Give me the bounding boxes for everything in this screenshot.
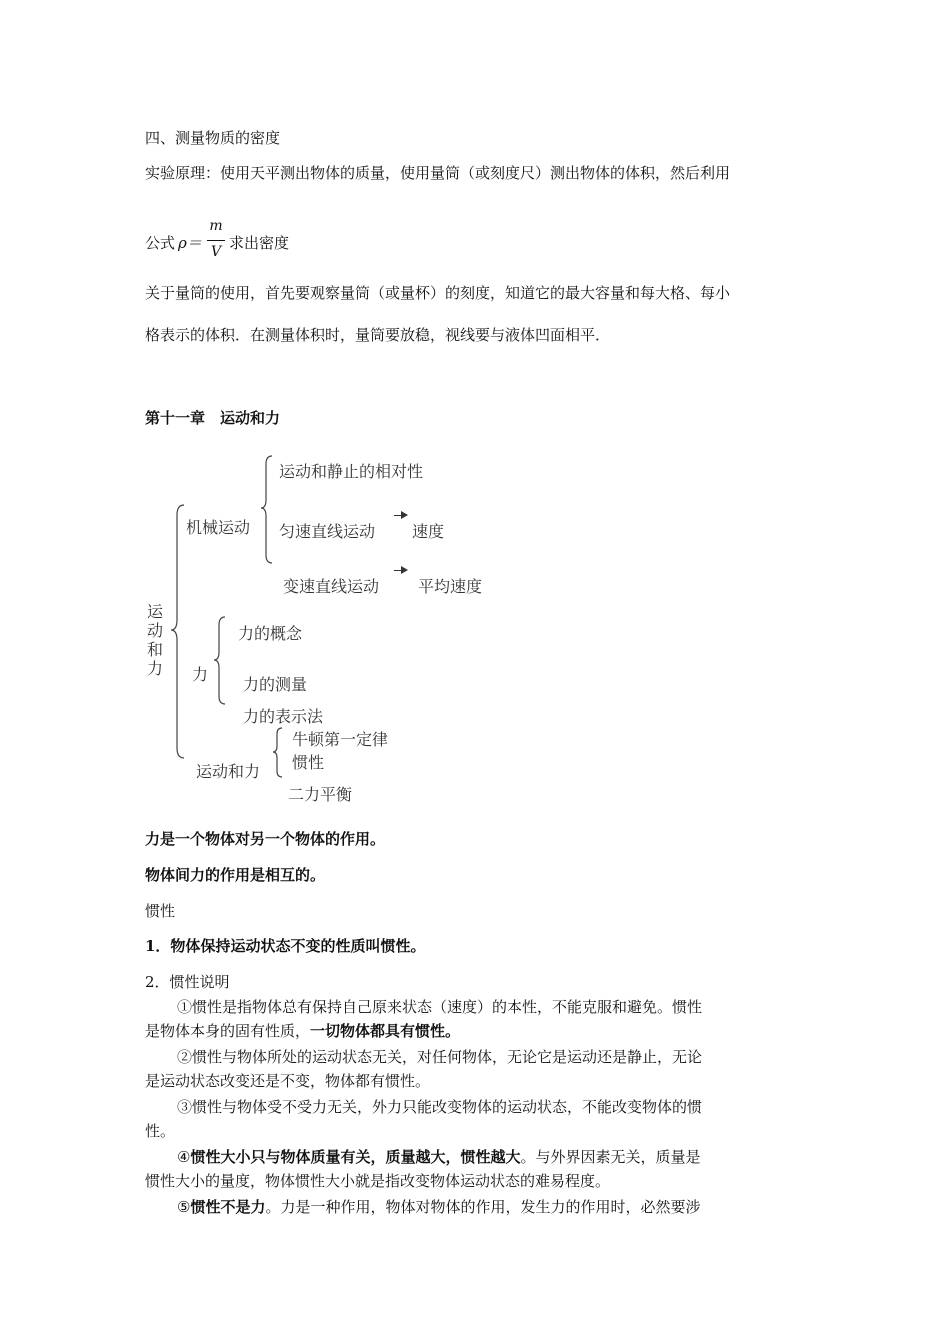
tree-inertia: 惯性 [292,753,325,772]
tree-force-measure: 力的测量 [243,675,308,694]
arrow-icon [394,570,406,571]
arrow-icon [394,515,406,516]
para-4-line1: ④惯性大小只与物体质量有关，质量越大，惯性越大。与外界因素无关，质量是 [177,1148,701,1166]
formula-numerator: m [209,218,223,234]
para-1-line1: ①惯性是指物体总有保持自己原来状态（速度）的本性，不能克服和避免。惯性 [177,998,703,1016]
cylinder-text-line2: 格表示的体积．在测量体积时，量筒要放稳，视线要与液体凹面相平． [145,326,611,344]
tree-mechanical: 机械运动 [186,518,251,537]
tree-variable: 变速直线运动 [283,577,380,596]
tree-balance: 二力平衡 [288,785,353,804]
para-1-line2: 是物体本身的固有性质，一切物体都具有惯性。 [145,1022,461,1040]
section-heading: 四、测量物质的密度 [145,129,281,147]
para-2-line2: 是运动状态改变还是不变，物体都有惯性。 [145,1072,431,1090]
formula-lhs: ρ＝ [178,234,202,252]
tree-avg-speed: 平均速度 [418,577,483,596]
force-definition: 力是一个物体对另一个物体的作用。 [145,830,386,848]
para-2-line1: ②惯性与物体所处的运动状态无关，对任何物体，无论它是运动还是静止，无论 [177,1048,703,1066]
tree-relativity: 运动和静止的相对性 [279,462,424,481]
formula-denominator: V [210,244,222,260]
tree-speed: 速度 [412,522,445,541]
tree-force: 力 [192,665,209,684]
tree-motion-force: 运动和力 [196,762,261,781]
mutual-force: 物体间力的作用是相互的。 [145,866,326,884]
item-1: 1．物体保持运动状态不变的性质叫惯性。 [145,937,426,955]
tree-force-concept: 力的概念 [238,624,303,643]
formula-prefix: 公式 [145,234,176,252]
item-2: 2．惯性说明 [145,973,230,991]
formula-suffix: 求出密度 [229,234,290,252]
para-5-line1: ⑤惯性不是力。力是一种作用，物体对物体的作用，发生力的作用时，必然要涉 [177,1198,701,1216]
chapter-title: 第十一章 运动和力 [145,409,281,427]
tree-force-repr: 力的表示法 [243,707,324,726]
para-4-line2: 惯性大小的量度，物体惯性大小就是指改变物体运动状态的难易程度。 [145,1172,611,1190]
inertia-heading: 惯性 [145,902,176,920]
tree-root: 运动和力 [146,602,163,678]
cylinder-text-line1: 关于量筒的使用，首先要观察量筒（或量杯）的刻度，知道它的最大容量和每大格、每小 [145,284,731,302]
tree-uniform: 匀速直线运动 [279,522,376,541]
tree-newton: 牛顿第一定律 [292,730,389,749]
principle-text: 实验原理：使用天平测出物体的质量，使用量筒（或刻度尺）测出物体的体积，然后利用 [145,164,731,182]
para-3-line1: ③惯性与物体受不受力无关，外力只能改变物体的运动状态，不能改变物体的惯 [177,1098,703,1116]
para-3-line2: 性。 [145,1122,176,1140]
